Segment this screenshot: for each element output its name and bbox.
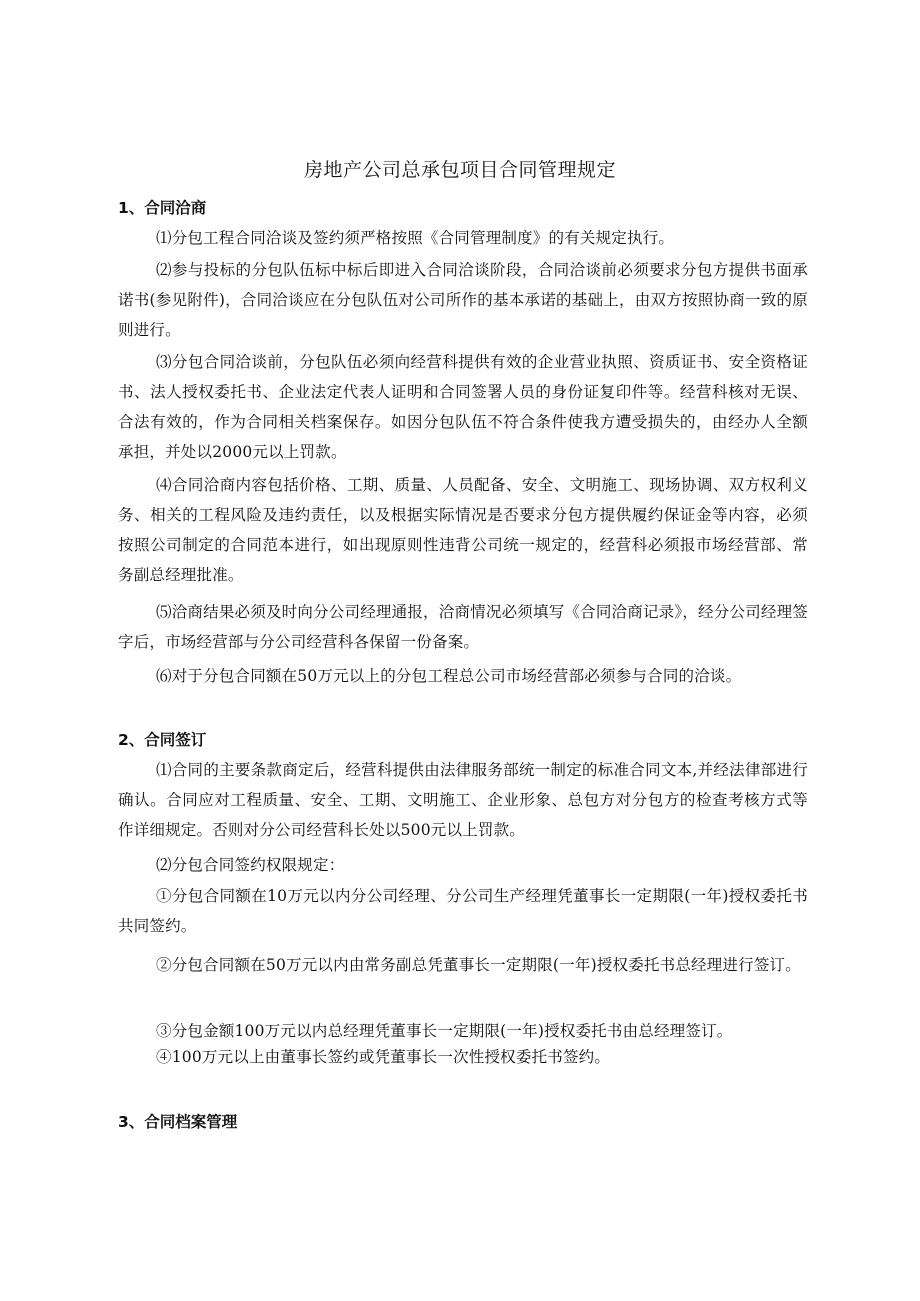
paragraph-2-3: ①分包合同额在10万元以内分公司经理、分公司生产经理凭董事长一定期限(一年)授权委托书共同签约。 xyxy=(118,887,808,935)
paragraph-1-5: ⑸洽商结果必须及时向分公司经理通报，洽商情况必须填写《合同洽商记录》，经分公司经理签字后，市场经营部与分公司经营科各保留一份备案。 xyxy=(118,603,808,651)
paragraph-1-1: ⑴分包工程合同洽谈及签约须严格按照《合同管理制度》的有关规定执行。 xyxy=(156,229,675,247)
paragraph-1-4: ⑷合同洽商内容包括价格、工期、质量、人员配备、安全、文明施工、现场协调、双方权利义务、相关的工程风险及违约责任，以及根据实际情况是否要求分包方提供履约保证金等内容，必须按照公司制定的合同范本进行，如出现原则性违背公司统一规定的，经营科必须报市场经营部、常务副总经理批准。 xyxy=(118,476,808,584)
section-heading-3: 3、合同档案管理 xyxy=(118,1113,238,1131)
section-heading-2: 2、合同签订 xyxy=(118,731,207,749)
section-heading-1: 1、合同洽商 xyxy=(118,199,207,217)
paragraph-1-3: ⑶分包合同洽谈前，分包队伍必须向经营科提供有效的企业营业执照、资质证书、安全资格证书、法人授权委托书、企业法定代表人证明和合同签署人员的身份证复印件等。经营科核对无误、合法有效的，作为合同相关档案保存。如因分包队伍不符合条件使我方遭受损失的，由经办人全额承担，并处以2000元以上罚款。 xyxy=(118,353,808,461)
paragraph-1-2: ⑵参与投标的分包队伍标中标后即进入合同洽谈阶段，合同洽谈前必须要求分包方提供书面承诺书(参见附件)，合同洽谈应在分包队伍对公司所作的基本承诺的基础上，由双方按照协商一致的原则进行。 xyxy=(118,261,808,339)
paragraph-2-5: ③分包金额100万元以内总经理凭董事长一定期限(一年)授权委托书由总经理签订。 xyxy=(156,1022,733,1040)
paragraph-2-2: ⑵分包合同签约权限规定： xyxy=(156,856,345,874)
paragraph-2-6: ④100万元以上由董事长签约或凭董事长一次性授权委托书签约。 xyxy=(156,1048,611,1066)
paragraph-1-6: ⑹对于分包合同额在50万元以上的分包工程总公司市场经营部必须参与合同的洽谈。 xyxy=(156,667,742,685)
paragraph-2-1: ⑴合同的主要条款商定后，经营科提供由法律服务部统一制定的标准合同文本,并经法律部进行确认。合同应对工程质量、安全、工期、文明施工、企业形象、总包方对分包方的检查考核方式等作详细规定。否则对分公司经营科长处以500元以上罚款。 xyxy=(118,761,808,839)
document-title: 房地产公司总承包项目合同管理规定 xyxy=(303,159,616,181)
paragraph-2-4: ②分包合同额在50万元以内由常务副总凭董事长一定期限(一年)授权委托书总经理进行签订。 xyxy=(156,956,801,974)
